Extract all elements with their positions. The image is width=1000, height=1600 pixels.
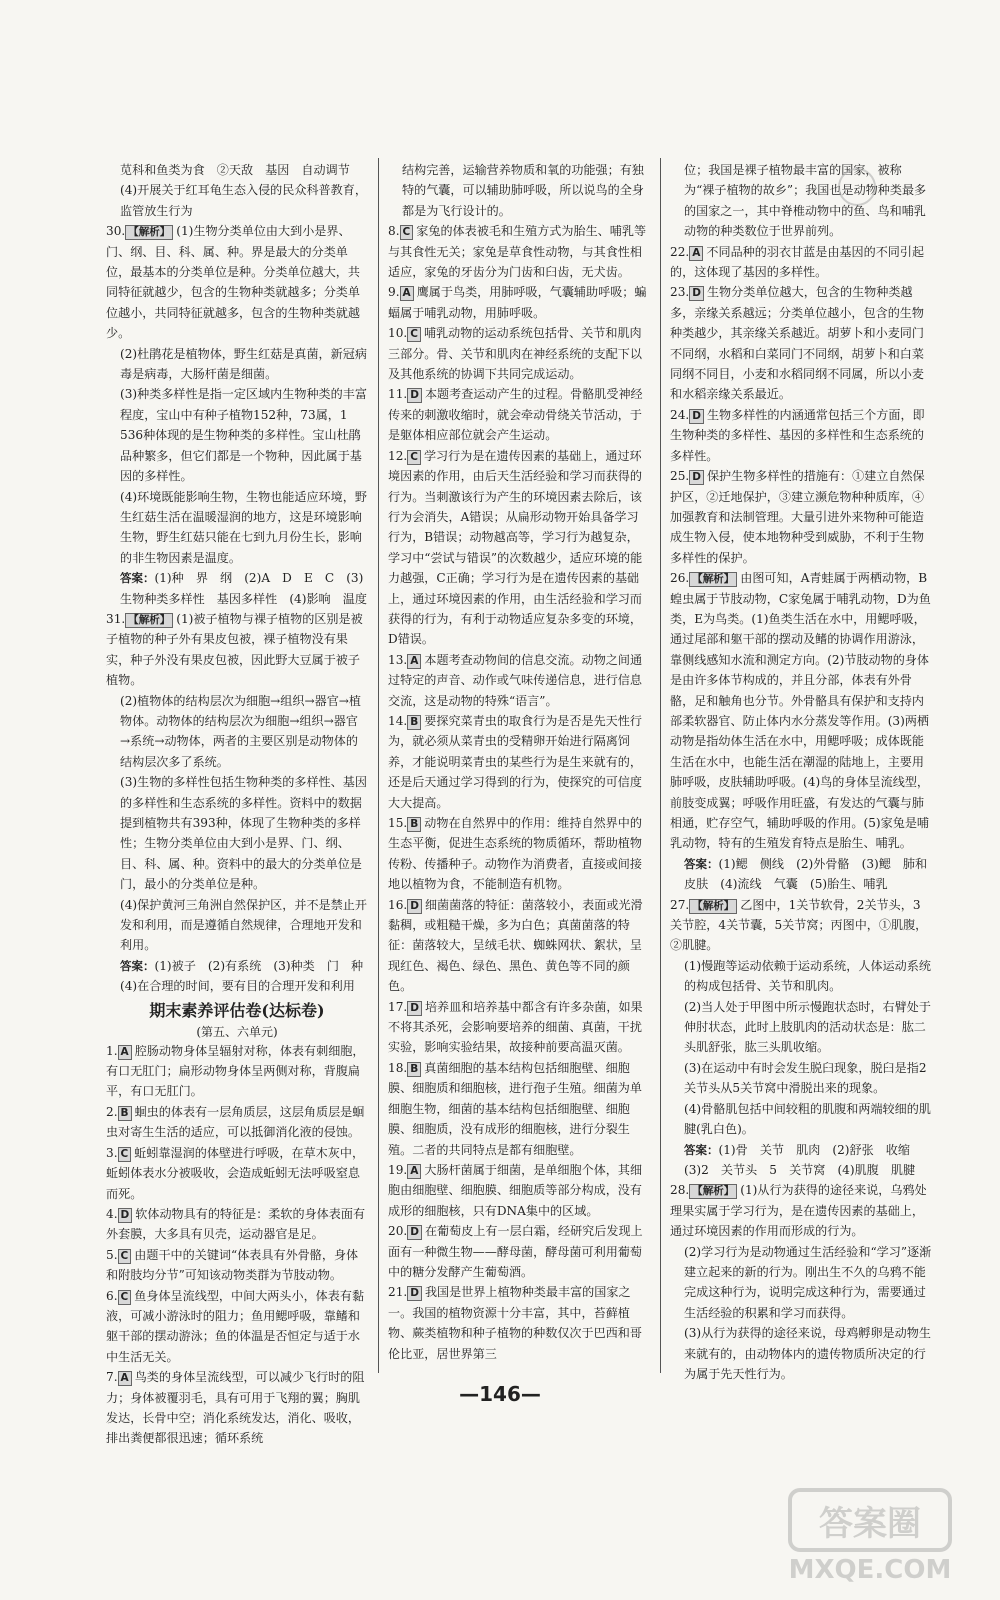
explanation-paragraph	[670, 1242, 932, 1324]
body-text: 不同品种的羽衣甘蓝是由基因的不同引起的，这体现了基因的多样性。	[670, 244, 925, 280]
explanation-paragraph	[670, 956, 932, 997]
answer-tag: 【解析】	[125, 613, 173, 628]
answer-tag: C	[118, 1147, 132, 1162]
body-text: 鹰属于鸟类，用肺呼吸，气囊辅助呼吸；蝙蝠属于哺乳动物，用肺呼吸。	[388, 285, 647, 320]
answer-tag: D	[689, 286, 704, 301]
body-text: 乙图中，1关节软骨，2关节头，3关节腔，4关节囊，5关节窝；丙图中，①肌腹，②肌腱。	[670, 897, 928, 953]
body-text: 要探究菜青虫的取食行为是否是先天性行为，就必须从菜青虫的受精卵开始进行隔离饲养，才能说明菜青虫的某些行为是生来就有的，还是后天通过学习得到的行为，使探究的可信度大大提高。	[388, 713, 642, 810]
explanation-paragraph	[670, 160, 932, 242]
body-text: (4)环境既能影响生物，生物也能适应环境，野生红菇生活在温暖湿润的地方，这是环境影响生物，野生红菇只能在七到九月份生长，影响的非生物因素是温度。	[120, 489, 367, 565]
question-answer	[106, 1245, 368, 1286]
question-answer	[106, 1041, 368, 1102]
answer-tag: A	[118, 1045, 132, 1060]
question-number: 10.	[388, 326, 408, 341]
question-answer	[388, 1221, 650, 1282]
answer-tag: D	[689, 409, 704, 424]
answer-line	[670, 1140, 932, 1181]
explanation-paragraph	[670, 1323, 932, 1384]
answer-tag: B	[407, 817, 421, 832]
page-number: —146—	[459, 1382, 541, 1406]
question-answer	[106, 221, 368, 343]
body-text: 软体动物具有的特征是：柔软的身体表面有外套膜，大多具有贝壳，运动器官是足。	[106, 1206, 366, 1242]
explanation-paragraph	[106, 344, 368, 385]
question-answer	[388, 650, 650, 711]
question-answer	[388, 711, 650, 813]
answer-label: 答案：	[120, 958, 155, 973]
question-number: 31.	[106, 611, 126, 626]
answer-tag: D	[407, 1225, 422, 1240]
body-text: 保护生物多样性的措施有：①建立自然保护区，②迁地保护，③建立濒危物种种质库，④加强教育和法制管理。大量引进外来物种可能造成生物入侵，使本地物种受到威胁，不利于生物多样性的保护。	[670, 469, 925, 565]
answer-line	[670, 854, 932, 895]
svg-text:MXQE.COM: MXQE.COM	[788, 1555, 952, 1585]
question-answer	[388, 323, 650, 384]
body-text: 本题考查运动产生的过程。骨骼肌受神经传来的刺激收缩时，就会牵动骨绕关节活动，于是躯体相应部位就会产生运动。	[388, 387, 643, 443]
body-text: 鱼身体呈流线型，中间大两头小，体表有黏液，可减小游泳时的阻力；鱼用鳃呼吸，靠鳍和躯干部的摆动游泳；鱼的体温是否恒定与适于水中生活无关。	[106, 1288, 365, 1364]
explanation-paragraph	[106, 160, 368, 221]
body-text: (3)生物的多样性包括生物种类的多样性、基因的多样性和生态系统的多样性。资料中的数据提到植物共有393种，体现了生物种类的多样性；生物分类单位由大到小是界、门、纲、目、科、属、种。资料中的最大的分类单位是门，最小的分类单位是种。	[120, 775, 367, 892]
section-title: 期末素养评估卷(达标卷)	[149, 1000, 325, 1020]
answer-tag: A	[689, 246, 703, 261]
explanation-paragraph	[670, 1099, 932, 1140]
question-number: 7.	[106, 1370, 118, 1385]
question-answer	[670, 568, 932, 854]
question-number: 27.	[670, 897, 690, 912]
seal-stamp-icon	[838, 168, 876, 206]
explanation-paragraph	[106, 772, 368, 894]
body-text: 本题考查动物间的信息交流。动物之间通过特定的声音、动作或气味传递信息，进行信息交流，这是动物的特殊“语言”。	[388, 652, 643, 708]
question-number: 26.	[670, 571, 690, 586]
question-number: 1.	[106, 1043, 118, 1058]
body-text: 结构完善，运输营养物质和氧的功能强；有独特的气囊，可以辅助肺呼吸，所以说鸟的全身都是为飞行设计的。	[402, 163, 644, 218]
explanation-paragraph	[106, 895, 368, 956]
question-answer	[106, 1143, 368, 1204]
body-text: (3)在运动中有时会发生脱臼现象，脱臼是指2关节头从5关节窝中滑脱出来的现象。	[684, 1060, 927, 1096]
question-answer	[388, 282, 650, 323]
body-text: 家兔的体表被毛和生殖方式为胎生、哺乳等与其食性无关；家兔是草食性动物，与其食性相适应，家兔的牙齿分为门齿和臼齿，无犬齿。	[388, 224, 647, 280]
question-number: 14.	[388, 713, 408, 728]
question-answer	[388, 221, 650, 282]
question-answer	[670, 405, 932, 466]
question-number: 19.	[388, 1162, 408, 1177]
question-number: 3.	[106, 1145, 118, 1160]
answer-tag: A	[118, 1371, 132, 1386]
question-answer	[388, 997, 650, 1058]
question-answer	[106, 1286, 368, 1368]
question-answer	[388, 813, 650, 895]
answer-tag: A	[400, 286, 414, 301]
answer-column-2	[388, 160, 650, 1364]
question-number: 5.	[106, 1247, 118, 1262]
body-text: (2)当人处于甲图中所示慢跑状态时，右臂处于伸肘状态，此时上肢肌肉的活动状态是：肱二头肌舒张，肱三头肌收缩。	[684, 999, 931, 1055]
question-number: 11.	[388, 387, 408, 402]
body-text: 细菌菌落的特征：菌落较小，表面或光滑黏稠，或粗糙干燥，多为白色；真菌菌落的特征：菌落较大，呈绒毛状、蜘蛛网状、絮状，呈现红色、褐色、绿色、黑色、黄色等不同的颜色。	[388, 897, 643, 994]
question-number: 13.	[388, 652, 408, 667]
answer-tag: C	[407, 327, 421, 342]
body-text: (1)慢跑等运动依赖于运动系统，人体运动系统的构成包括骨、关节和肌肉。	[684, 958, 931, 994]
explanation-paragraph	[106, 691, 368, 773]
question-answer	[670, 1180, 932, 1241]
answer-label: 答案：	[684, 1142, 719, 1157]
explanation-paragraph	[670, 997, 932, 1058]
question-number: 4.	[106, 1206, 118, 1221]
answer-column-3	[670, 160, 932, 1384]
body-text: 鸟类的身体呈流线型，可以减少飞行时的阻力；身体被覆羽毛，具有可用于飞翔的翼；胸肌发达，长骨中空；消化系统发达，消化、吸收，排出粪便都很迅速；循环系统	[106, 1370, 365, 1446]
body-text: (1)种 界 纲 (2)A D E C (3)生物种类多样性 基因多样性 (4)影响 温度	[120, 571, 367, 606]
body-text: 学习行为是在遗传因素的基础上，通过环境因素的作用，由后天生活经验和学习而获得的行为。当刺激该行为产生的环境因素去除后，该行为会消失，A错误；从扁形动物开始具备学习行为，B错误；动物越高等，学习行为越复杂，学习中“尝试与错误”的次数越少，适应环境的能力越强，C正确；学习行为是在遗传因素的基础上，通过环境因素的作用，由生活经验和学习而获得的行为，有利于动物适应复杂多变的环境，D错误。	[388, 448, 643, 647]
question-number: 21.	[388, 1285, 408, 1300]
answer-tag: D	[689, 470, 704, 485]
question-answer	[670, 895, 932, 956]
body-text: (1)从行为获得的途径来说，乌鸦处理果实属于学习行为，是在遗传因素的基础上，通过环境因素的作用而形成的行为。	[670, 1183, 927, 1239]
body-text: (2)植物体的结构层次为细胞→组织→器官→植物体。动物体的结构层次为细胞→组织→器官→系统→动物体，两者的主要区别是动物体的结构层次多了系统。	[120, 693, 362, 769]
body-text: 腔肠动物身体呈辐射对称，体表有刺细胞，有口无肛门；扁形动物身体呈两侧对称，背腹扁平，有口无肛门。	[106, 1043, 365, 1099]
body-text: (1)生物分类单位由大到小是界、门、纲、目、科、属、种。界是最大的分类单位，最基本的分类单位是种。分类单位越大，共同特征就越少，包含的生物种类就越多；分类单位越小，共同特征就越多，包含的生物种类就越少。	[106, 224, 360, 341]
answer-label: 答案：	[120, 571, 155, 586]
body-text: 真菌细胞的基本结构包括细胞壁、细胞膜、细胞质和细胞核，进行孢子生殖。细菌为单细胞生物，细菌的基本结构包括细胞壁、细胞膜、细胞质，没有成形的细胞核，进行分裂生殖。二者的共同特点是都有细胞壁。	[388, 1060, 642, 1157]
question-answer	[106, 1102, 368, 1143]
body-text: 苋科和鱼类为食 ②天敌 基因 自动调节 (4)开展关于红耳龟生态入侵的民众科普教育，监管放生行为	[120, 163, 367, 218]
question-number: 12.	[388, 448, 408, 463]
question-number: 9.	[388, 285, 400, 300]
body-text: (1)鳃 侧线 (2)外骨骼 (3)鳃 肺和皮肤 (4)流线 气囊 (5)胎生、哺乳	[684, 856, 928, 892]
question-number: 23.	[670, 285, 690, 300]
body-text: 我国是世界上植物种类最丰富的国家之一。我国的植物资源十分丰富，其中，苔藓植物、蕨类植物和种子植物的种数仅次于巴西和哥伦比亚，居世界第三	[388, 1285, 642, 1361]
answer-tag: D	[407, 899, 422, 914]
answer-tag: A	[407, 1164, 421, 1179]
question-number: 15.	[388, 816, 408, 830]
column-divider	[378, 158, 379, 1373]
answer-tag: D	[407, 1001, 422, 1016]
watermark-logo-icon	[770, 1480, 970, 1590]
question-answer	[388, 446, 650, 650]
answer-label: 答案：	[684, 856, 719, 871]
question-number: 25.	[670, 469, 690, 484]
explanation-paragraph	[670, 1058, 932, 1099]
body-text: 生物多样性的内涵通常包括三个方面，即生物种类的多样性、基因的多样性和生态系统的多样性。	[670, 407, 925, 463]
body-text: (1)骨 关节 肌肉 (2)舒张 收缩 (3)2 关节头 5 关节窝 (4)肌腹 肌腱	[684, 1142, 923, 1177]
answer-tag: 【解析】	[125, 225, 173, 240]
explanation-paragraph	[106, 487, 368, 569]
body-text: (3)从行为获得的途径来说，母鸡孵卵是动物生来就有的，由动物体内的遗传物质所决定的行为属于先天性行为。	[684, 1326, 931, 1381]
explanation-paragraph	[106, 384, 368, 486]
question-answer	[388, 1282, 650, 1364]
answer-tag: C	[118, 1249, 132, 1264]
body-text: (1)被子植物与裸子植物的区别是被子植物的种子外有果皮包被，裸子植物没有果实，种子外没有果皮包被，因此野大豆属于被子植物。	[106, 611, 363, 688]
body-text: 在葡萄皮上有一层白霜，经研究后发现上面有一种微生物——酵母菌，酵母菌可利用葡萄中的糖分发酵产生葡萄酒。	[388, 1224, 643, 1279]
body-text: 蚯蚓靠湿润的体壁进行呼吸，在草木灰中，蚯蚓体表水分被吸收，会造成蚯蚓无法呼吸窒息而死。	[106, 1145, 365, 1201]
answer-tag: A	[407, 654, 421, 669]
question-number: 6.	[106, 1288, 118, 1303]
question-number: 30.	[106, 224, 126, 239]
question-answer	[388, 1160, 650, 1221]
question-number: 18.	[388, 1060, 408, 1075]
body-text: (4)骨骼肌包括中间较粗的肌腹和两端较细的肌腱(乳白色)。	[684, 1101, 931, 1137]
body-text: 大肠杆菌属于细菌，是单细胞个体，其细胞由细胞壁、细胞膜、细胞质等部分构成，没有成形的细胞核，只有DNA集中的区域。	[388, 1162, 643, 1218]
svg-text:答案圈: 答案圈	[819, 1504, 921, 1544]
body-text: (2)杜鹃花是植物体，野生红菇是真菌，新冠病毒是病毒，大肠杆菌是细菌。	[120, 346, 367, 382]
body-text: (1)被子 (2)有系统 (3)种类 门 种 (4)在合理的时间，要有目的合理开发和利用	[120, 958, 376, 994]
answer-tag: C	[407, 450, 421, 465]
question-answer	[388, 895, 650, 997]
body-text: 哺乳动物的运动系统包括骨、关节和肌肉三部分。骨、关节和肌肉在神经系统的支配下以及其他系统的协调下共同完成运动。	[388, 326, 642, 382]
question-answer	[388, 1058, 650, 1160]
answer-column-1	[106, 160, 376, 1449]
explanation-paragraph	[388, 160, 650, 221]
answer-tag: 【解析】	[689, 572, 737, 587]
body-text: 由图可知，A青蛙属于两栖动物，B蝗虫属于节肢动物，C家兔属于哺乳动物，D为鱼类，E为鸟类。(1)鱼类生活在水中，用鳃呼吸，通过尾部和躯干部的摆动及鳍的协调作用游泳，靠侧线感知水流和测定方向。(2)节肢动物的身体是由许多体节构成的，并且分部，体表有外骨骼，足和触角也分节。外骨骼具有保护和支持内部柔软器官、防止体内水分蒸发等作用。(3)两栖动物是指幼体生活在水中，用鳃呼吸；成体既能生活在水中，也能生活在潮湿的陆地上，主要用肺呼吸，皮肤辅助呼吸。(4)鸟的身体呈流线型，前肢变成翼；呼吸作用旺盛，有发达的气囊与肺相通，贮存空气，辅助呼吸的作用。(5)家兔是哺乳动物，特有的生殖发育特点是胎生、哺乳。	[670, 571, 931, 851]
column-divider	[660, 158, 661, 1373]
question-answer	[670, 242, 932, 283]
answer-tag: 【解析】	[689, 1184, 737, 1199]
question-number: 24.	[670, 407, 690, 422]
question-number: 16.	[388, 897, 408, 912]
answer-tag: C	[118, 1290, 132, 1305]
answer-tag: D	[407, 388, 422, 403]
answer-tag: B	[407, 715, 421, 730]
answer-tag: D	[407, 1286, 422, 1301]
question-answer	[670, 282, 932, 404]
answer-tag: B	[407, 1062, 421, 1077]
body-text: (2)学习行为是动物通过生活经验和“学习”逐渐建立起来的新的行为。刚出生不久的乌鸦不能完成这种行为，说明完成这种行为，需要通过生活经验的积累和学习而获得。	[684, 1244, 932, 1320]
body-text: 位；我国是裸子植物最丰富的国家，被称为“裸子植物的故乡”；我国也是动物种类最多的国家之一，其中脊椎动物中的鱼、鸟和哺乳动物的种类数位于世界前列。	[684, 163, 927, 239]
question-answer	[106, 1204, 368, 1245]
question-answer	[388, 384, 650, 445]
answer-tag: B	[118, 1106, 132, 1121]
body-text: 蛔虫的体表有一层角质层，这层角质层是蛔虫对寄生生活的适应，可以抵御消化液的侵蚀。	[106, 1104, 365, 1140]
question-answer	[106, 1367, 368, 1449]
question-number: 28.	[670, 1183, 690, 1198]
question-number: 20.	[388, 1224, 408, 1239]
question-number: 17.	[388, 999, 408, 1014]
answer-line	[106, 568, 368, 609]
body-text: 由题干中的关键词“体表具有外骨骼，身体和附肢均分节”可知该动物类群为节肢动物。	[106, 1247, 359, 1283]
body-text: 培养皿和培养基中都含有许多杂菌，如果不将其杀死，会影响要培养的细菌、真菌，干扰实验，影响实验结果，故接种前要高温灭菌。	[388, 999, 643, 1055]
question-answer	[106, 609, 368, 691]
body-text: (3)种类多样性是指一定区域内生物种类的丰富程度，宝山中有种子植物152种，73属，1 536种体现的是生物种类的多样性。宝山杜鹃品种繁多，但它们都是一个物种，因此属于基因的多样性。	[120, 387, 367, 484]
question-number: 2.	[106, 1104, 118, 1119]
question-number: 8.	[388, 224, 400, 239]
body-text: 动物在自然界中的作用：维持自然界中的生态平衡，促进生态系统的物质循环，帮助植物传粉、传播种子。动物作为消费者，直接或间接地以植物为食，不能制造有机物。	[388, 816, 642, 892]
body-text: (4)保护黄河三角洲自然保护区，并不是禁止开发和利用，而是遵循自然规律，合理地开发和利用。	[120, 897, 367, 953]
question-answer	[670, 466, 932, 568]
answer-line	[106, 956, 376, 997]
body-text: 生物分类单位越大，包含的生物种类越多，亲缘关系越远；分类单位越小，包含的生物种类越少，其亲缘关系越近。胡萝卜和小麦同门不同纲，水稻和白菜同门不同纲，胡萝卜和白菜同纲不同目，小麦和水稻同纲不同属，所以小麦和水稻亲缘关系最近。	[670, 285, 924, 402]
question-number: 22.	[670, 244, 690, 259]
answer-tag: C	[400, 225, 414, 240]
answer-tag: D	[118, 1208, 133, 1223]
answer-tag: 【解析】	[689, 899, 737, 914]
section-subtitle: (第五、六单元)	[196, 1024, 278, 1039]
